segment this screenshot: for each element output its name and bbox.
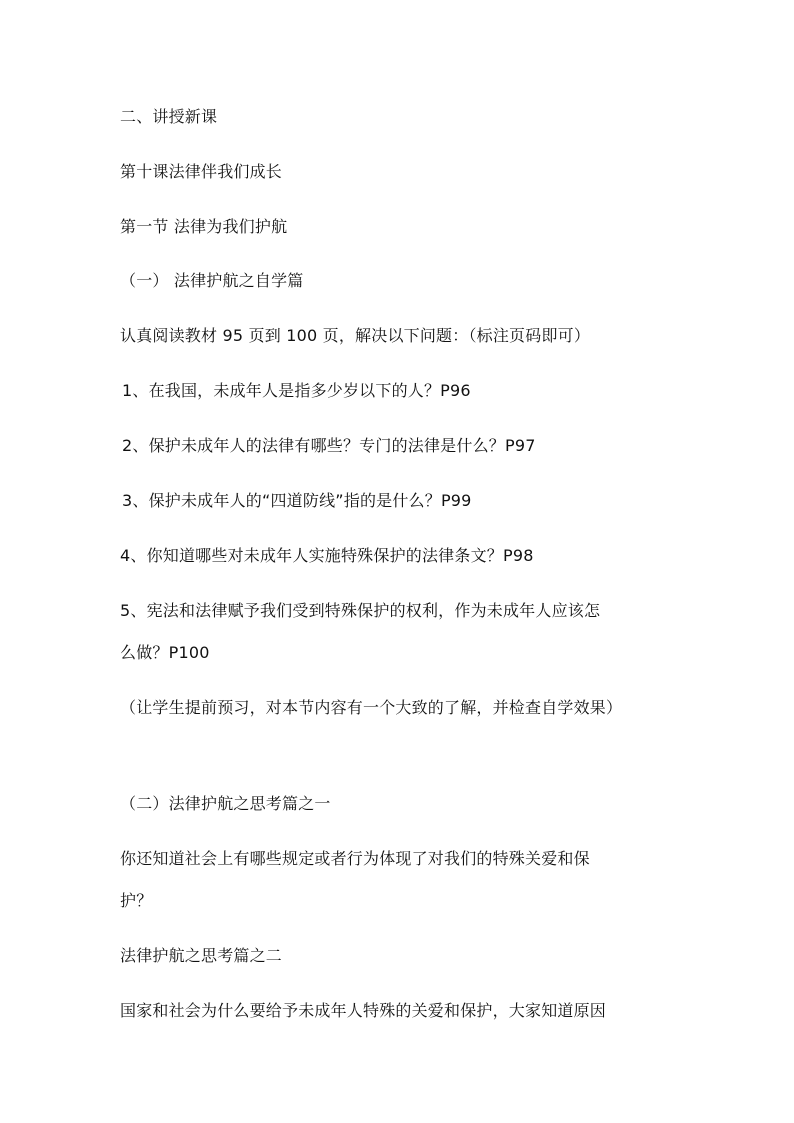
paragraph-text-continued: 护？ [120,891,153,910]
paragraph-text: 你还知道社会上有哪些规定或者行为体现了对我们的特殊关爱和保 [120,849,590,868]
section-title: 第一节 法律为我们护航 [120,217,288,236]
question-3: 3、保护未成年人的“四道防线”指的是什么？P99 [122,491,472,510]
question-4: 4、你知道哪些对未成年人实施特殊保护的法律条文？P98 [120,546,534,565]
question-2: 2、保护未成年人的法律有哪些？专门的法律是什么？P97 [122,436,536,455]
section-heading: 二、讲授新课 [120,107,218,126]
lesson-title: 第十课法律伴我们成长 [120,162,283,181]
question-5: 5、宪法和法律赋予我们受到特殊保护的权利，作为未成年人应该怎 [120,601,601,620]
note-text: （让学生提前预习，对本节内容有一个大致的了解，并检查自学效果） [120,698,623,717]
instruction-text: 认真阅读教材 95 页到 100 页，解决以下问题：（标注页码即可） [120,326,591,345]
subsection-title: （一） 法律护航之自学篇 [120,271,304,290]
question-5-continued: 么做？P100 [120,643,210,662]
question-1: 1、在我国，未成年人是指多少岁以下的人？P96 [122,381,471,400]
subsection-title-3: 法律护航之思考篇之二 [120,946,283,965]
subsection-title-2: （二）法律护航之思考篇之一 [120,794,331,813]
paragraph-text-2: 国家和社会为什么要给予未成年人特殊的关爱和保护，大家知道原因 [120,1001,607,1020]
